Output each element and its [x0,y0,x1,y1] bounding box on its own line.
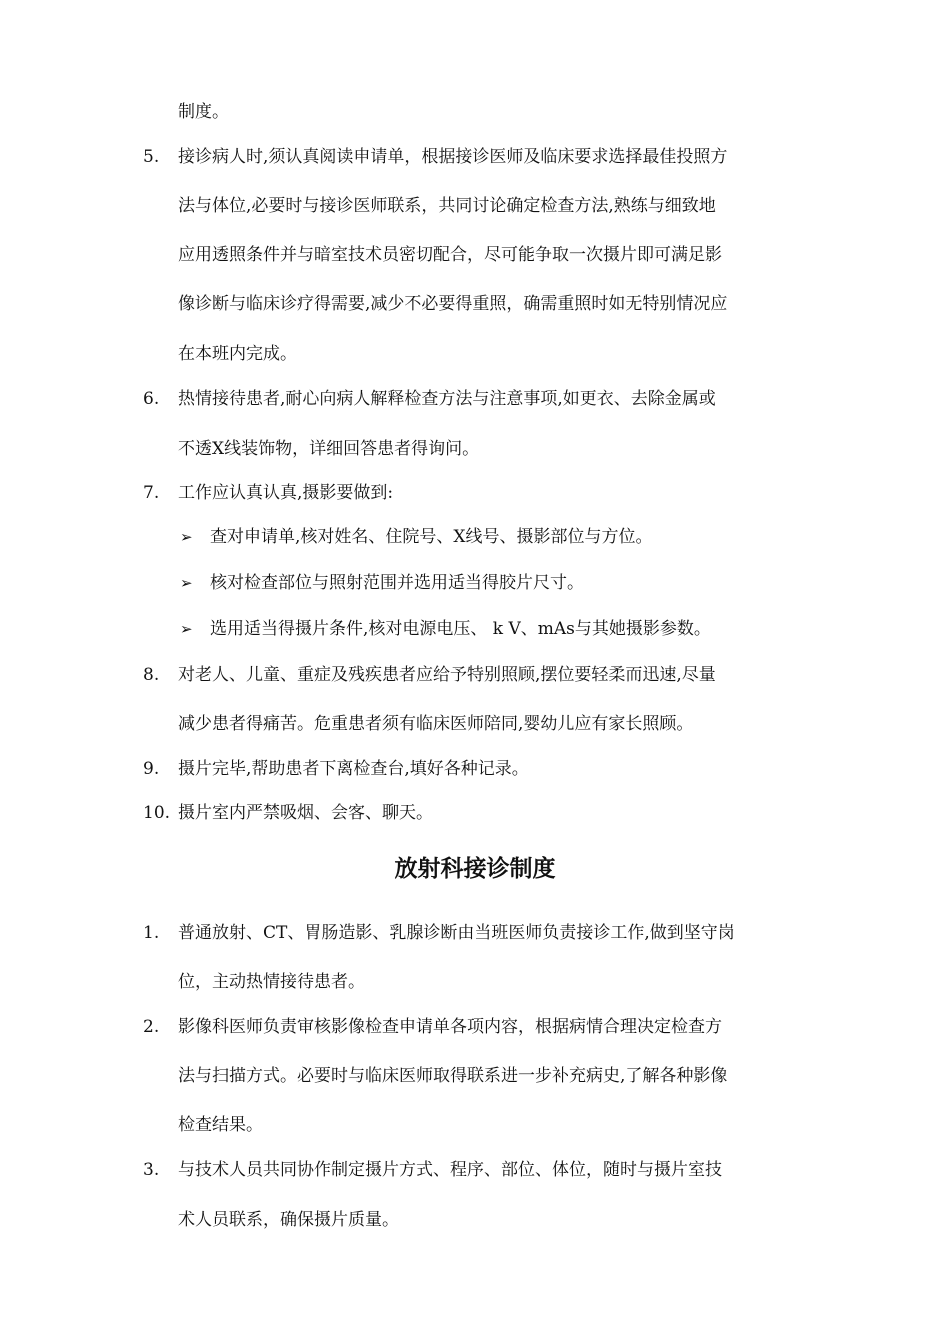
list-text-line: 术人员联系，确保摄片质量。 [178,1210,399,1230]
continuation-line [0,97,950,127]
list-text-line: 应用透照条件并与暗室技术员密切配合，尽可能争取一次摄片即可满足影 [178,245,722,265]
list-item-9 [0,754,950,784]
list-item-5-line-2 [0,191,950,221]
list-item-5-line-3 [0,240,950,270]
list-number: 8. [143,665,160,685]
list-text-line: 减少患者得痛苦。危重患者须有临床医师陪同,婴幼儿应有家长照顾。 [178,714,694,734]
arrow-bullet-icon: ➢ [180,620,193,638]
list-item-5 [0,142,950,172]
bullet-item [0,568,950,598]
continuation-text: 制度。 [178,102,229,122]
list-number: 6. [143,389,160,409]
list-text-line: 位，主动热情接待患者。 [178,972,365,992]
list-item-5-line-5 [0,339,950,369]
list-item-6-line-2 [0,434,950,464]
list-number: 10. [143,803,171,823]
arrow-bullet-icon: ➢ [180,528,193,546]
list-text-line: 不透X线装饰物，详细回答患者得询问。 [178,439,480,459]
list-text-line: 工作应认真认真,摄影要做到: [178,483,394,503]
list-text-line: 接诊病人时,须认真阅读申请单，根据接诊医师及临床要求选择最佳投照方 [178,147,728,167]
list-item-10 [0,798,950,828]
list-text-line: 摄片完毕,帮助患者下离检查台,填好各种记录。 [178,759,529,779]
list-number: 1. [143,923,160,943]
list-text-line: 检查结果。 [178,1115,263,1135]
list-item-8 [0,660,950,690]
list-item-8-line-2 [0,709,950,739]
list-text-line: 法与体位,必要时与接诊医师联系，共同讨论确定检查方法,熟练与细致地 [178,196,716,216]
bullet-text: 核对检查部位与照射范围并选用适当得胶片尺寸。 [210,573,584,593]
list-item-2-line-2 [0,1061,950,1091]
list-text-line: 对老人、儿童、重症及残疾患者应给予特别照顾,摆位要轻柔而迅速,尽量 [178,665,716,685]
list-text-line: 在本班内完成。 [178,344,297,364]
list-item-3-line-2 [0,1205,950,1235]
list-item-2-line-3 [0,1110,950,1140]
list-item-7 [0,478,950,508]
list-text-line: 摄片室内严禁吸烟、会客、聊天。 [178,803,433,823]
list-item-1-line-2 [0,967,950,997]
list-text-line: 与技术人员共同协作制定摄片方式、程序、部位、体位，随时与摄片室技 [178,1160,722,1180]
bullet-text: 选用适当得摄片条件,核对电源电压、 k V、mAs与其她摄影参数。 [210,619,711,639]
section-heading: 放射科接诊制度 [394,856,556,882]
list-number: 5. [143,147,160,167]
list-item-5-line-4 [0,289,950,319]
list-number: 2. [143,1017,160,1037]
bullet-item [0,614,950,644]
list-text-line: 普通放射、CT、胃肠造影、乳腺诊断由当班医师负责接诊工作,做到坚守岗 [178,923,735,943]
bullet-item [0,522,950,552]
list-number: 3. [143,1160,160,1180]
list-item-3 [0,1155,950,1185]
list-number: 7. [143,483,160,503]
list-item-2 [0,1012,950,1042]
list-text-line: 法与扫描方式。必要时与临床医师取得联系进一步补充病史,了解各种影像 [178,1066,728,1086]
list-item-1 [0,918,950,948]
list-text-line: 影像科医师负责审核影像检查申请单各项内容，根据病情合理决定检查方 [178,1017,722,1037]
bullet-text: 查对申请单,核对姓名、住院号、X线号、摄影部位与方位。 [210,527,653,547]
arrow-bullet-icon: ➢ [180,574,193,592]
list-number: 9. [143,759,160,779]
list-item-6 [0,384,950,414]
list-text-line: 像诊断与临床诊疗得需要,减少不必要得重照，确需重照时如无特别情况应 [178,294,728,314]
list-text-line: 热情接待患者,耐心向病人解释检查方法与注意事项,如更衣、去除金属或 [178,389,716,409]
